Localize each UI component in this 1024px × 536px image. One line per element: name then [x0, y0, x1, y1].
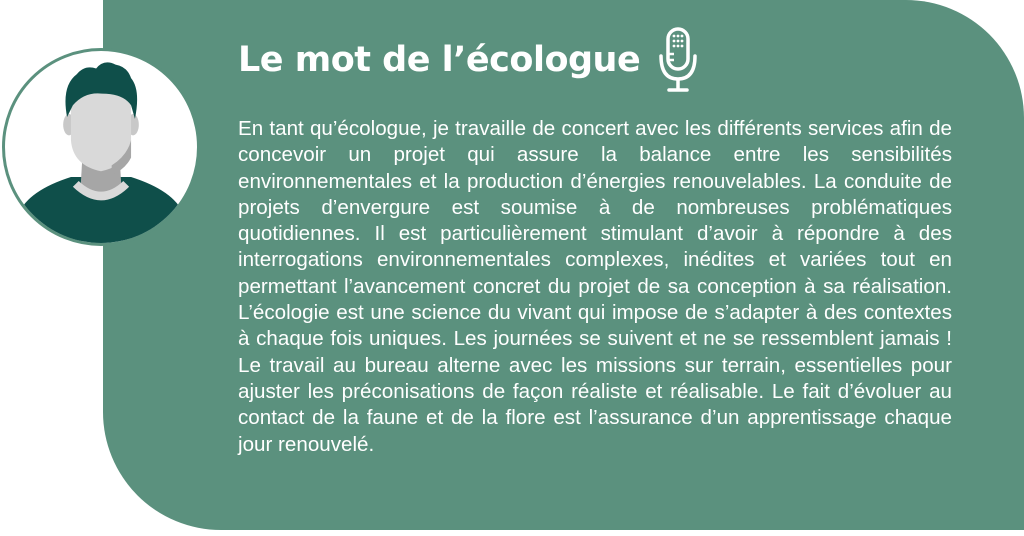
card-title: Le mot de l’écologue	[238, 39, 641, 80]
avatar	[2, 48, 200, 246]
person-avatar-icon	[5, 51, 197, 243]
quote-body: En tant qu’écologue, je travaille de concert avec les différents services afin de concevoir un projet qui assure la balance entre les sensibilités environnementales et la production d’énergies renouvelables. La conduite de projets d’envergure est soumise à de nombreuses problématiques quotidiennes. Il est particulièrement stimulant d’avoir à répondre à des interrogations environnementales complexes, inédites et variées tout en permettant l’avancement concret du projet de sa conception à sa réalisation. L’écologie est une science du vivant qui impose de s’adapter à des contextes à chaque fois uniques. Les journées se suivent et ne se ressemblent jamais ! Le travail au bureau alterne avec les missions sur terrain, essentielles pour ajuster les préconisations de façon réaliste et réalisable. Le fait d’évoluer au contact de la faune et de la flore est l’assurance d’un apprentissage chaque jour renouvelé.	[238, 117, 952, 456]
title-row	[238, 24, 698, 96]
microphone-icon	[658, 26, 698, 94]
